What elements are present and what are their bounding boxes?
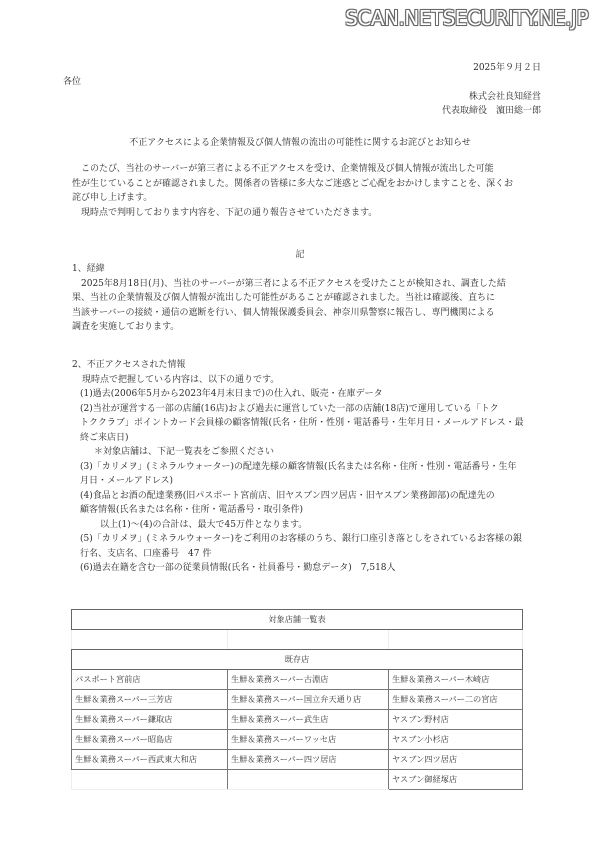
site-watermark: SCAN.NETSECURITY.NE.JP [345,6,588,30]
intro-line: 詫び申し上げます。 [72,193,153,203]
table-row [72,690,523,710]
store-cell-empty [228,770,389,790]
table-row [72,750,523,770]
store-cell: 生鮮＆業務スーパー四ツ居店 [228,750,389,770]
store-cell: ヤスブン四ツ居店 [389,750,523,770]
store-cell: 生鮮＆業務スーパー武生店 [228,710,389,730]
document-date: 2025年９月２日 [473,63,541,73]
store-cell: パスポート宮前店 [72,670,228,690]
ki-heading: 記 [295,250,305,260]
store-cell: 生鮮＆業務スーパー二の宮店 [389,690,523,710]
store-cell: 生鮮＆業務スーパー西武東大和店 [72,750,228,770]
store-group-heading: 既存店 [72,650,523,670]
store-cell: 生鮮＆業務スーパー古淵店 [228,670,389,690]
store-cell: 生鮮＆業務スーパー三芳店 [72,690,228,710]
company-name: 株式会社良知経営 [468,92,541,102]
section-1-heading: 1、経緯 [72,264,105,274]
section-1 [72,262,534,335]
section-1-line: 当該サーバーの接続・通信の遮断を行い、個人情報保護委員会、神奈川県警察に報告し、専門機関による [72,307,495,318]
item-2: トククラブ」ポイントカード会員様の顧客情報(氏名・住所・性別・電話番号・生年月日・メールアドレス・最 [80,418,524,428]
store-cell: 生鮮＆業務スーパー国立弁天通り店 [228,690,389,710]
section-2-heading: 2、不正アクセスされた情報 [72,360,186,370]
item-5: 行名、支店名、口座番号 47 件 [80,548,212,559]
addressee: 各位 [63,77,82,87]
store-list-note: ＊対象店舗は、下記一覧表をご参照ください [94,447,275,457]
item-2: 終ご来店日) [80,432,129,443]
item-1: (1)過去(2006年5月から2023年4月末日まで)の仕入れ、販売・在庫データ [80,389,383,399]
item-2: (2)当社が運営する一部の店舗(16店)および過去に運営していた一部の店舗(18店)で運用している「トク [80,403,499,414]
store-table-title: 対象店舗一覧表 [72,610,523,630]
table-row [72,670,523,690]
table-spacer-cell [72,630,228,650]
intro-line: 性が生じていることが確認されました。関係者の皆様に多大なご迷惑とご心配をおかけしますことを、深くお [72,178,514,189]
intro-line: このたび、当社のサーバーが第三者による不正アクセスを受け、企業情報及び個人情報が流出した可能 [81,164,494,174]
store-cell-empty [72,770,228,790]
store-cell: 生鮮＆業務スーパー昭島店 [72,730,228,750]
store-cell: ヤスブン御経塚店 [389,770,523,790]
representative-name: 代表取締役 濵田総一郎 [441,106,541,116]
section-2 [72,358,534,576]
item-3: (3)「カリメヲ」(ミネラルウォーター)の配達先様の顧客情報(氏名または名称・住所・性別・電話番号・生年 [80,461,517,472]
item-3: 月日・メールアドレス) [80,476,174,486]
table-row [72,710,523,730]
store-cell: ヤスブン小杉店 [389,730,523,750]
store-cell: 生鮮＆業務スーパー木崎店 [389,670,523,690]
store-cell: 生鮮＆業務スーパーワッセ店 [228,730,389,750]
section-1-line: 果、当社の企業情報及び個人情報が流出した可能性があることが確認されました。当社は確認後、直ちに [72,293,496,303]
intro-paragraph [72,162,534,220]
section-2-lead: 現時点で把握している内容は、以下の通りです。 [82,374,280,385]
section-1-line: 調査を実施しております。 [72,322,180,332]
store-table [71,609,523,790]
section-1-line: 2025年8月18日(月)、当社のサーバーが第三者による不正アクセスを受けたことが検知され、調査した結 [81,278,506,289]
table-row [72,730,523,750]
total-note: 以上(1)～(4)の合計は、最大で45万件となります。 [100,519,308,530]
item-5: (5)「カリメヲ」(ミネラルウォーター)をご利用のお客様のうち、銀行口座引き落としをされているお客様の銀 [80,534,522,544]
item-4: (4)食品とお酒の配達業務(旧パスポート宮前店、旧ヤスブン四ツ居店・旧ヤスブン業務卸部)の配達先の [80,490,495,501]
table-row [72,770,523,790]
item-6: (6)過去在籍を含む一部の従業員情報(氏名・社員番号・勤怠データ) 7,518人 [80,563,396,573]
store-cell: 生鮮＆業務スーパー鎌取店 [72,710,228,730]
table-spacer-cell [228,630,389,650]
intro-line: 現時点で判明しております内容を、下記の通り報告させていただきます。 [81,207,378,218]
table-spacer-cell [389,630,523,650]
store-cell: ヤスブン野村店 [389,710,523,730]
document-title: 不正アクセスによる企業情報及び個人情報の流出の可能性に関するお詫びとお知らせ [129,138,471,148]
item-4: 顧客情報(氏名または名称・住所・電話番号・取引条件) [80,505,304,515]
